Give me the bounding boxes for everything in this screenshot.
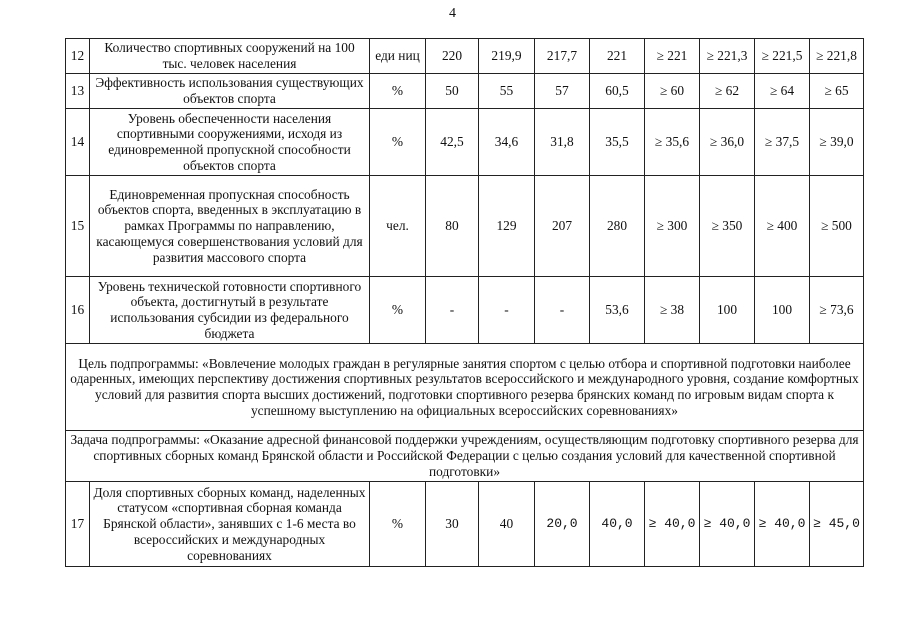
value-cell: ≥ 60 (645, 74, 700, 109)
table-row (66, 482, 864, 567)
value-cell: - (426, 277, 479, 344)
value-cell: 221 (590, 39, 645, 74)
unit-cell: чел. (370, 176, 426, 277)
unit-cell: % (370, 74, 426, 109)
subprogram-task: Задача подпрограммы: «Оказание адресной финансовой поддержки учреждениям, осуществляющим подготовку спортивного резерва для спортивных сборных команд Брянской области и Российской Федерации с целью создания условий для качественной спортивной подготовки» (66, 431, 864, 482)
row-number: 12 (66, 39, 90, 74)
value-cell: 60,5 (590, 74, 645, 109)
indicator-name: Единовременная пропускная способность объектов спорта, введенных в эксплуатацию в рамках Программы по направлению, касающемуся совершенствования условий для развития массового спорта (90, 176, 370, 277)
indicator-name: Доля спортивных сборных команд, наделенных статусом «спортивная сборная команда Брянской области», занявших с 1-6 места во всероссийских и международных соревнованиях (90, 482, 370, 567)
indicator-name: Количество спортивных сооружений на 100 тыс. человек населения (90, 39, 370, 74)
value-cell: ≥ 40,0 (645, 482, 700, 567)
unit-cell: % (370, 482, 426, 567)
value-cell: 217,7 (535, 39, 590, 74)
value-cell: ≥ 65 (810, 74, 864, 109)
value-cell: 100 (755, 277, 810, 344)
value-cell: ≥ 400 (755, 176, 810, 277)
unit-cell: еди ниц (370, 39, 426, 74)
table-row (66, 74, 864, 109)
page-number: 4 (449, 6, 456, 21)
value-cell: ≥ 39,0 (810, 109, 864, 176)
value-cell: 80 (426, 176, 479, 277)
table-row (66, 176, 864, 277)
value-cell: ≥ 40,0 (700, 482, 755, 567)
value-cell: 31,8 (535, 109, 590, 176)
value-cell: 40,0 (590, 482, 645, 567)
value-cell: ≥ 64 (755, 74, 810, 109)
value-cell: 35,5 (590, 109, 645, 176)
row-number: 14 (66, 109, 90, 176)
value-cell: 57 (535, 74, 590, 109)
value-cell: ≥ 221,8 (810, 39, 864, 74)
value-cell: 100 (700, 277, 755, 344)
value-cell: ≥ 36,0 (700, 109, 755, 176)
value-cell: ≥ 38 (645, 277, 700, 344)
value-cell: ≥ 221,3 (700, 39, 755, 74)
value-cell: ≥ 221 (645, 39, 700, 74)
value-cell: ≥ 62 (700, 74, 755, 109)
table-row (66, 39, 864, 74)
value-cell: 53,6 (590, 277, 645, 344)
value-cell: 34,6 (479, 109, 535, 176)
value-cell: 30 (426, 482, 479, 567)
value-cell: 40 (479, 482, 535, 567)
value-cell: 20,0 (535, 482, 590, 567)
value-cell: - (479, 277, 535, 344)
value-cell: 55 (479, 74, 535, 109)
row-number: 17 (66, 482, 90, 567)
value-cell: ≥ 40,0 (755, 482, 810, 567)
subprogram-goal: Цель подпрограммы: «Вовлечение молодых граждан в регулярные занятия спортом с целью отбора и спортивной подготовки наиболее одаренных, имеющих перспективу достижения спортивных результатов всероссийского и международного уровня, создание комфортных условий для развития спорта высших достижений, подготовки спортивного резерва брянских команд по игровым видам спорта к успешному выступлению на официальных всероссийских соревнованиях» (66, 344, 864, 431)
row-number: 16 (66, 277, 90, 344)
value-cell: - (535, 277, 590, 344)
table-row (66, 277, 864, 344)
value-cell: ≥ 37,5 (755, 109, 810, 176)
value-cell: 50 (426, 74, 479, 109)
indicator-name: Эффективность использования существующих объектов спорта (90, 74, 370, 109)
indicator-name: Уровень обеспеченности населения спортивными сооружениями, исходя из единовременной пропускной способности объектов спорта (90, 109, 370, 176)
table-row (66, 344, 864, 431)
value-cell: 280 (590, 176, 645, 277)
table-row (66, 431, 864, 482)
value-cell: 219,9 (479, 39, 535, 74)
row-number: 13 (66, 74, 90, 109)
value-cell: ≥ 500 (810, 176, 864, 277)
table-row (66, 109, 864, 176)
unit-cell: % (370, 277, 426, 344)
value-cell: 42,5 (426, 109, 479, 176)
indicators-table (65, 38, 864, 567)
indicator-name: Уровень технической готовности спортивного объекта, достигнутый в результате использования субсидии из федерального бюджета (90, 277, 370, 344)
unit-cell: % (370, 109, 426, 176)
value-cell: ≥ 221,5 (755, 39, 810, 74)
value-cell: 129 (479, 176, 535, 277)
value-cell: ≥ 73,6 (810, 277, 864, 344)
value-cell: ≥ 350 (700, 176, 755, 277)
row-number: 15 (66, 176, 90, 277)
value-cell: ≥ 300 (645, 176, 700, 277)
value-cell: 220 (426, 39, 479, 74)
value-cell: 207 (535, 176, 590, 277)
value-cell: ≥ 35,6 (645, 109, 700, 176)
value-cell: ≥ 45,0 (810, 482, 864, 567)
